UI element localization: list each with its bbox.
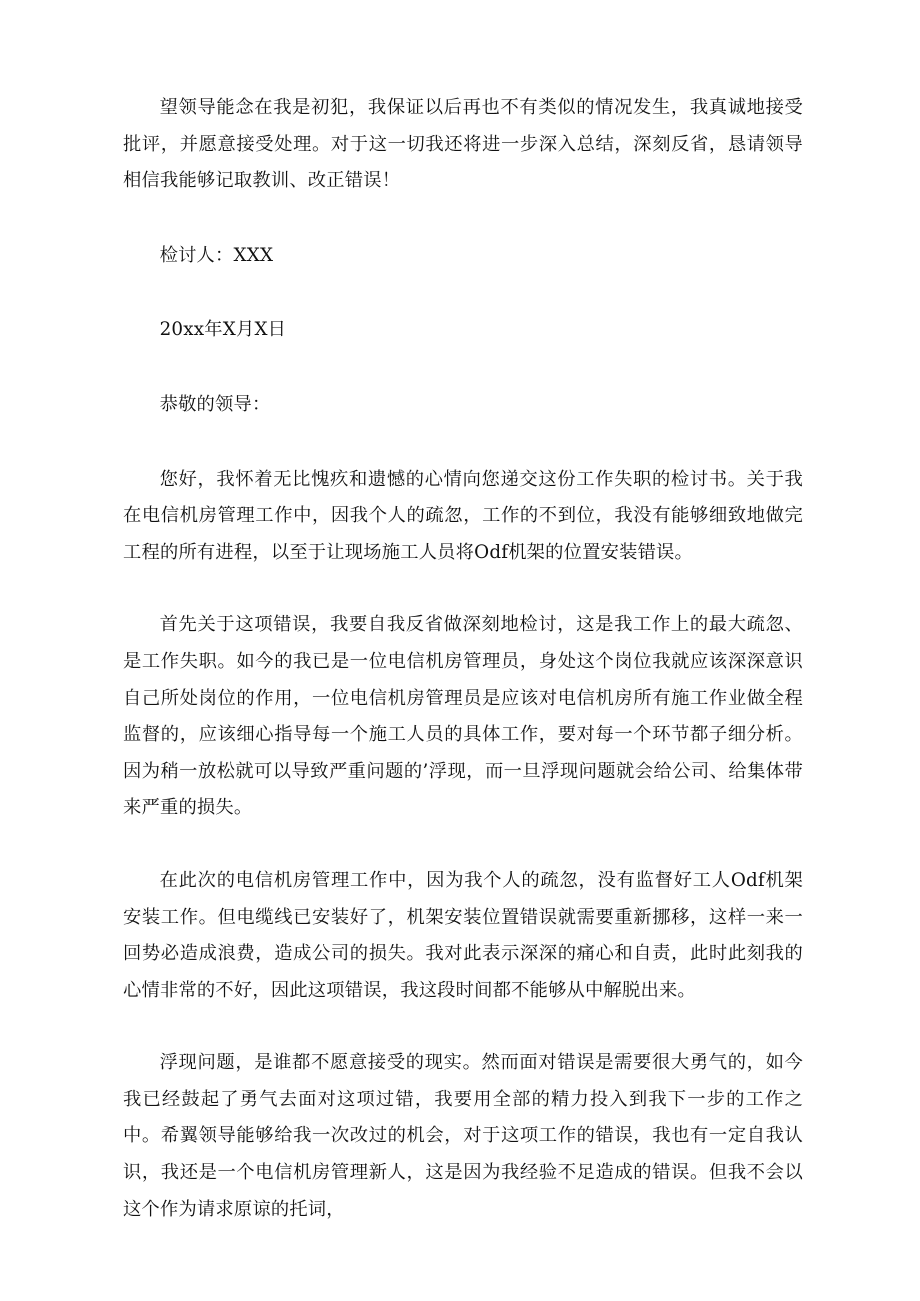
paragraph-greeting: 您好，我怀着无比愧疚和遗憾的心情向您递交这份工作失职的检讨书。关于我在电信机房管理工作中，因我个人的疏忽，工作的不到位，我没有能够细致地做完工程的所有进程，以至于让现场施工人员将Odf机架的位置安装错误。	[123, 468, 803, 563]
paragraph-incident: 在此次的电信机房管理工作中，因为我个人的疏忽，没有监督好工人Odf机架安装工作。但电缆线已安装好了，机架安装位置错误就需要重新挪移，这样一来一回势必造成浪费，造成公司的损失。我对此表示深深的痛心和自责，此时此刻我的心情非常的不好，因此这项错误，我这段时间都不能够从中解脱出来。	[123, 869, 803, 1001]
date-line: 20xx年X月X日	[159, 319, 287, 341]
paragraph-commitment: 浮现问题，是谁都不愿意接受的现实。然而面对错误是需要很大勇气的，如今我已经鼓起了勇气去面对这项过错，我要用全部的精力投入到我下一步的工作之中。希翼领导能够给我一次改过的机会，对于这项工作的错误，我也有一定自我认识，我还是一个电信机房管理新人，这是因为我经验不足造成的错误。但我不会以这个作为请求原谅的托词，	[123, 1052, 803, 1220]
salutation: 恭敬的领导：	[159, 393, 271, 415]
signature-line: 检讨人：XXX	[159, 244, 274, 266]
document-body	[123, 90, 803, 1228]
paragraph-reflection: 首先关于这项错误，我要自我反省做深刻地检讨，这是我工作上的最大疏忽、是工作失职。如今的我已是一位电信机房管理员，身处这个岗位我就应该深深意识自己所处岗位的作用，一位电信机房管理员是应该对电信机房所有施工作业做全程监督的，应该细心指导每一个施工人员的具体工作，要对每一个环节都子细分析。因为稍一放松就可以导致严重问题的’浮现，而一旦浮现问题就会给公司、给集体带来严重的损失。	[123, 614, 803, 819]
paragraph-closing-plea: 望领导能念在我是初犯，我保证以后再也不有类似的情况发生，我真诚地接受批评，并愿意接受处理。对于这一切我还将进一步深入总结，深刻反省，恳请领导相信我能够记取教训、改正错误！	[123, 97, 803, 192]
